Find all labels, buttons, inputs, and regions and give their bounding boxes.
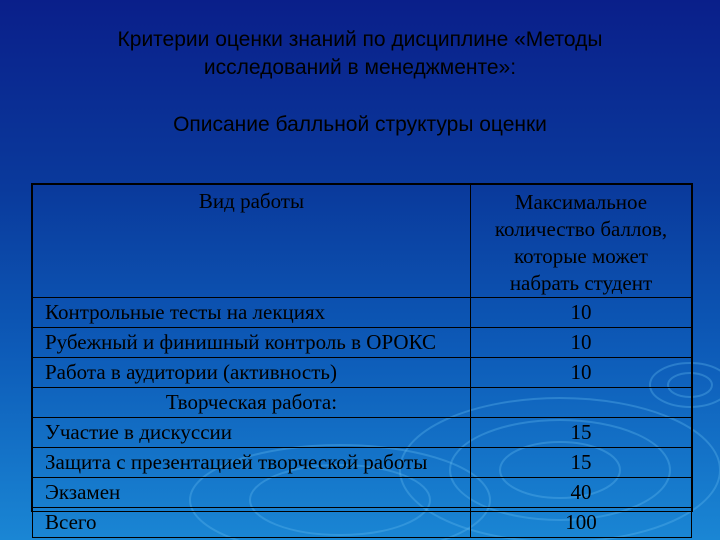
cell-work: Контрольные тесты на лекциях (33, 298, 471, 328)
table-row (33, 388, 692, 418)
cell-score: 10 (471, 358, 692, 388)
table-row (33, 418, 692, 448)
table-row (33, 478, 692, 508)
header-max-score: Максимальное количество баллов, которые может набрать студент (471, 185, 692, 298)
table-row (33, 298, 692, 328)
cell-score: 100 (471, 508, 692, 538)
slide-title-line-2: исследований в менеджменте»: (203, 56, 517, 79)
cell-work: Экзамен (33, 478, 471, 508)
table-row (33, 328, 692, 358)
table-header-row (33, 185, 692, 298)
cell-score: 15 (471, 418, 692, 448)
cell-work: Защита с презентацией творческой работы (33, 448, 471, 478)
cell-score: 40 (471, 478, 692, 508)
slide-title-line-1: Критерии оценки знаний по дисциплине «Методы (117, 28, 603, 51)
cell-work-section-heading: Творческая работа: (33, 388, 471, 418)
cell-work: Всего (33, 508, 471, 538)
cell-score: 10 (471, 328, 692, 358)
cell-score: 10 (471, 298, 692, 328)
slide-title (0, 26, 720, 82)
table-row (33, 358, 692, 388)
table-row (33, 508, 692, 538)
table-row (33, 448, 692, 478)
cell-score (471, 388, 692, 418)
scoring-table-container (31, 183, 693, 534)
header-work-type: Вид работы (33, 185, 471, 298)
cell-work: Работа в аудитории (активность) (33, 358, 471, 388)
scoring-table (32, 184, 692, 538)
slide-subtitle: Описание балльной структуры оценки (173, 113, 547, 136)
cell-work: Рубежный и финишный контроль в ОРОКС (33, 328, 471, 358)
cell-score: 15 (471, 448, 692, 478)
cell-work: Участие в дискуссии (33, 418, 471, 448)
